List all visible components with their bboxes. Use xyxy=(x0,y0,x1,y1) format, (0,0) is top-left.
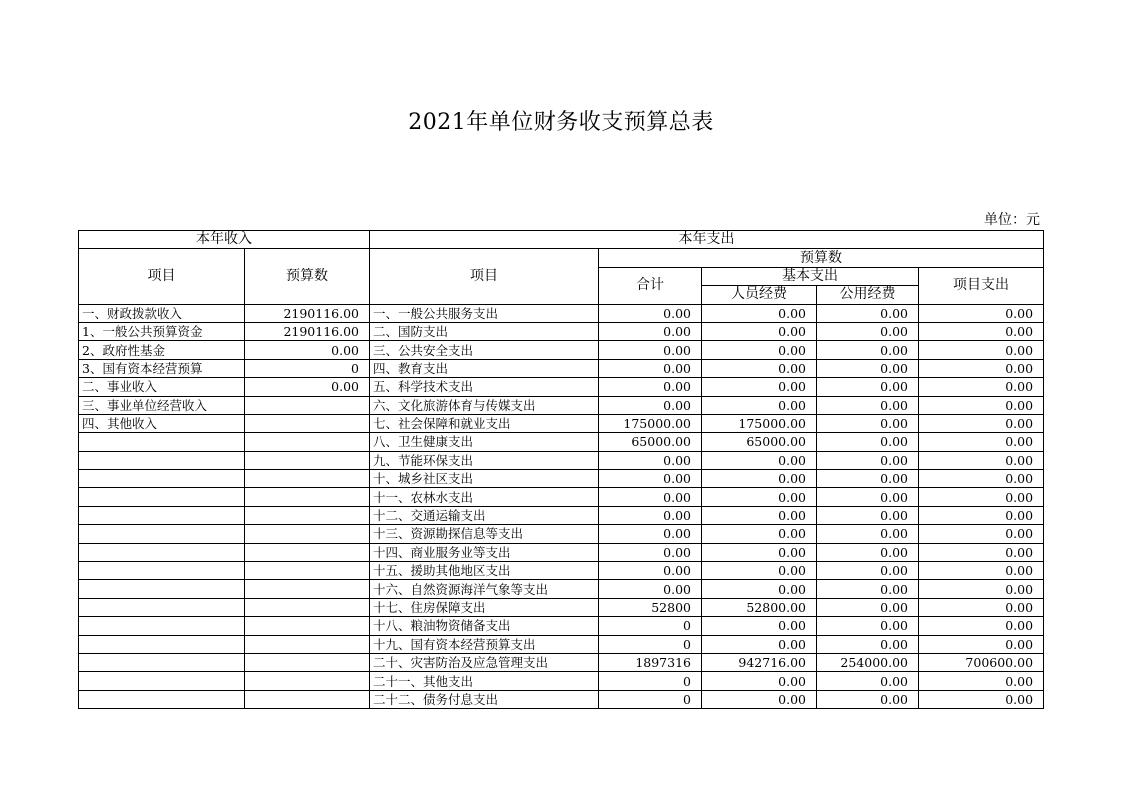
expense-item-cell: 三、公共安全支出 xyxy=(370,341,599,359)
table-row xyxy=(79,488,1044,506)
public-use-cell: 0.00 xyxy=(817,506,919,524)
income-item-cell xyxy=(79,672,245,690)
public-use-cell: 0.00 xyxy=(817,598,919,616)
income-amount-cell xyxy=(245,562,370,580)
public-use-cell: 0.00 xyxy=(817,304,919,322)
income-item-cell: 一、财政拨款收入 xyxy=(79,304,245,322)
income-item-cell xyxy=(79,433,245,451)
expense-item-cell: 五、科学技术支出 xyxy=(370,378,599,396)
project-expense-header: 项目支出 xyxy=(919,267,1044,304)
project-expense-cell: 0.00 xyxy=(919,672,1044,690)
unit-label: 单位：元 xyxy=(984,212,1040,228)
project-expense-cell: 0.00 xyxy=(919,322,1044,340)
table-row xyxy=(79,470,1044,488)
income-amount-cell: 0.00 xyxy=(245,341,370,359)
project-expense-cell: 0.00 xyxy=(919,543,1044,561)
project-expense-cell: 0.00 xyxy=(919,580,1044,598)
public-use-cell: 0.00 xyxy=(817,322,919,340)
total-cell: 0.00 xyxy=(599,451,702,469)
public-use-cell: 0.00 xyxy=(817,359,919,377)
personnel-cell: 0.00 xyxy=(702,488,817,506)
total-cell: 0.00 xyxy=(599,341,702,359)
expense-item-cell: 二十一、其他支出 xyxy=(370,672,599,690)
personnel-cell: 0.00 xyxy=(702,635,817,653)
table-row xyxy=(79,341,1044,359)
project-expense-cell: 0.00 xyxy=(919,488,1044,506)
expense-item-cell: 十、城乡社区支出 xyxy=(370,470,599,488)
expense-item-cell: 六、文化旅游体育与传媒支出 xyxy=(370,396,599,414)
table-row xyxy=(79,304,1044,322)
public-use-cell: 0.00 xyxy=(817,470,919,488)
expense-item-cell: 十一、农林水支出 xyxy=(370,488,599,506)
personnel-cell: 0.00 xyxy=(702,396,817,414)
expense-item-cell: 四、教育支出 xyxy=(370,359,599,377)
expense-item-cell: 十五、援助其他地区支出 xyxy=(370,562,599,580)
expense-item-header: 项目 xyxy=(370,249,599,304)
total-cell: 0 xyxy=(599,672,702,690)
total-cell: 0 xyxy=(599,690,702,708)
total-cell: 0.00 xyxy=(599,470,702,488)
total-header: 合计 xyxy=(599,267,702,304)
expense-item-cell: 七、社会保障和就业支出 xyxy=(370,414,599,432)
expense-item-cell: 十七、住房保障支出 xyxy=(370,598,599,616)
personnel-cell: 52800.00 xyxy=(702,598,817,616)
income-amount-cell xyxy=(245,635,370,653)
project-expense-cell: 0.00 xyxy=(919,617,1044,635)
public-use-cell: 0.00 xyxy=(817,488,919,506)
project-expense-cell: 0.00 xyxy=(919,635,1044,653)
total-cell: 0.00 xyxy=(599,562,702,580)
income-amount-cell xyxy=(245,506,370,524)
project-expense-cell: 0.00 xyxy=(919,396,1044,414)
public-use-cell: 0.00 xyxy=(817,672,919,690)
table-row xyxy=(79,543,1044,561)
income-amount-cell xyxy=(245,617,370,635)
total-cell: 0 xyxy=(599,617,702,635)
income-amount-cell: 0.00 xyxy=(245,378,370,396)
table-row xyxy=(79,378,1044,396)
table-row xyxy=(79,451,1044,469)
personnel-cell: 0.00 xyxy=(702,470,817,488)
income-amount-cell: 2190116.00 xyxy=(245,322,370,340)
table-row xyxy=(79,598,1044,616)
public-use-cell: 254000.00 xyxy=(817,653,919,671)
total-cell: 175000.00 xyxy=(599,414,702,432)
income-amount-cell: 0 xyxy=(245,359,370,377)
income-item-cell xyxy=(79,598,245,616)
expense-item-cell: 十四、商业服务业等支出 xyxy=(370,543,599,561)
public-use-cell: 0.00 xyxy=(817,341,919,359)
income-section-header: 本年收入 xyxy=(79,231,370,249)
project-expense-cell: 0.00 xyxy=(919,598,1044,616)
income-amount-cell xyxy=(245,580,370,598)
income-amount-cell xyxy=(245,598,370,616)
project-expense-cell: 0.00 xyxy=(919,341,1044,359)
personnel-cell: 0.00 xyxy=(702,672,817,690)
income-item-cell: 2、政府性基金 xyxy=(79,341,245,359)
income-item-cell xyxy=(79,543,245,561)
expense-item-cell: 一、一般公共服务支出 xyxy=(370,304,599,322)
income-item-cell xyxy=(79,525,245,543)
project-expense-cell: 0.00 xyxy=(919,414,1044,432)
expense-item-cell: 八、卫生健康支出 xyxy=(370,433,599,451)
personnel-cell: 0.00 xyxy=(702,525,817,543)
personnel-cell: 0.00 xyxy=(702,580,817,598)
total-cell: 1897316 xyxy=(599,653,702,671)
income-amount-cell xyxy=(245,543,370,561)
income-item-cell xyxy=(79,470,245,488)
expense-item-cell: 二十二、债务付息支出 xyxy=(370,690,599,708)
public-use-cell: 0.00 xyxy=(817,414,919,432)
income-amount-cell xyxy=(245,672,370,690)
project-expense-cell: 0.00 xyxy=(919,690,1044,708)
income-amount-cell xyxy=(245,488,370,506)
personnel-cell: 942716.00 xyxy=(702,653,817,671)
public-use-cell: 0.00 xyxy=(817,635,919,653)
table-row xyxy=(79,635,1044,653)
personnel-cell: 0.00 xyxy=(702,543,817,561)
personnel-cell: 0.00 xyxy=(702,451,817,469)
personnel-cell: 0.00 xyxy=(702,359,817,377)
table-row xyxy=(79,580,1044,598)
expense-item-cell: 十九、国有资本经营预算支出 xyxy=(370,635,599,653)
project-expense-cell: 0.00 xyxy=(919,359,1044,377)
personnel-cell: 0.00 xyxy=(702,322,817,340)
total-cell: 0.00 xyxy=(599,322,702,340)
page-title: 2021年单位财务收支预算总表 xyxy=(408,110,714,135)
public-use-cell: 0.00 xyxy=(817,580,919,598)
total-cell: 0.00 xyxy=(599,506,702,524)
table-row xyxy=(79,653,1044,671)
table-row xyxy=(79,396,1044,414)
project-expense-cell: 0.00 xyxy=(919,304,1044,322)
income-amount-cell xyxy=(245,690,370,708)
table-row xyxy=(79,672,1044,690)
income-amount-cell xyxy=(245,525,370,543)
project-expense-cell: 0.00 xyxy=(919,451,1044,469)
public-use-cell: 0.00 xyxy=(817,378,919,396)
project-expense-cell: 0.00 xyxy=(919,378,1044,396)
public-use-header: 公用经费 xyxy=(817,286,919,304)
total-cell: 0.00 xyxy=(599,304,702,322)
personnel-cell: 0.00 xyxy=(702,562,817,580)
income-amount-cell xyxy=(245,414,370,432)
total-cell: 0 xyxy=(599,635,702,653)
table-row xyxy=(79,359,1044,377)
total-cell: 65000.00 xyxy=(599,433,702,451)
income-item-cell xyxy=(79,690,245,708)
total-cell: 0.00 xyxy=(599,359,702,377)
income-amount-cell xyxy=(245,470,370,488)
expense-item-cell: 十八、粮油物资储备支出 xyxy=(370,617,599,635)
personnel-cell: 0.00 xyxy=(702,506,817,524)
personnel-cell: 0.00 xyxy=(702,304,817,322)
income-amount-cell xyxy=(245,451,370,469)
public-use-cell: 0.00 xyxy=(817,562,919,580)
table-row xyxy=(79,322,1044,340)
income-item-cell xyxy=(79,617,245,635)
budget-count-header: 预算数 xyxy=(599,249,1044,267)
project-expense-cell: 0.00 xyxy=(919,562,1044,580)
table-row xyxy=(79,433,1044,451)
expense-item-cell: 十三、资源勘探信息等支出 xyxy=(370,525,599,543)
expense-section-header: 本年支出 xyxy=(370,231,1044,249)
income-amount-cell xyxy=(245,653,370,671)
project-expense-cell: 700600.00 xyxy=(919,653,1044,671)
income-item-cell: 三、事业单位经营收入 xyxy=(79,396,245,414)
table-row xyxy=(79,525,1044,543)
income-item-cell: 3、国有资本经营预算 xyxy=(79,359,245,377)
income-item-cell xyxy=(79,506,245,524)
total-cell: 0.00 xyxy=(599,378,702,396)
personnel-cell: 0.00 xyxy=(702,341,817,359)
total-cell: 0.00 xyxy=(599,543,702,561)
basic-expense-header: 基本支出 xyxy=(702,267,919,285)
personnel-cell: 65000.00 xyxy=(702,433,817,451)
income-item-cell xyxy=(79,488,245,506)
table-row xyxy=(79,562,1044,580)
personnel-header: 人员经费 xyxy=(702,286,817,304)
public-use-cell: 0.00 xyxy=(817,525,919,543)
table-row xyxy=(79,617,1044,635)
personnel-cell: 0.00 xyxy=(702,378,817,396)
total-cell: 0.00 xyxy=(599,525,702,543)
expense-item-cell: 九、节能环保支出 xyxy=(370,451,599,469)
expense-item-cell: 二十、灾害防治及应急管理支出 xyxy=(370,653,599,671)
table-row xyxy=(79,690,1044,708)
income-budget-header: 预算数 xyxy=(245,249,370,304)
project-expense-cell: 0.00 xyxy=(919,433,1044,451)
budget-table xyxy=(78,230,1044,709)
income-item-cell xyxy=(79,580,245,598)
income-item-cell xyxy=(79,635,245,653)
total-cell: 0.00 xyxy=(599,580,702,598)
expense-item-cell: 二、国防支出 xyxy=(370,322,599,340)
income-amount-cell xyxy=(245,433,370,451)
personnel-cell: 0.00 xyxy=(702,617,817,635)
income-item-cell xyxy=(79,451,245,469)
expense-item-cell: 十六、自然资源海洋气象等支出 xyxy=(370,580,599,598)
total-cell: 0.00 xyxy=(599,396,702,414)
income-item-cell: 四、其他收入 xyxy=(79,414,245,432)
project-expense-cell: 0.00 xyxy=(919,525,1044,543)
public-use-cell: 0.00 xyxy=(817,543,919,561)
table-row xyxy=(79,414,1044,432)
income-item-cell xyxy=(79,562,245,580)
public-use-cell: 0.00 xyxy=(817,451,919,469)
public-use-cell: 0.00 xyxy=(817,690,919,708)
project-expense-cell: 0.00 xyxy=(919,506,1044,524)
income-amount-cell: 2190116.00 xyxy=(245,304,370,322)
total-cell: 52800 xyxy=(599,598,702,616)
total-cell: 0.00 xyxy=(599,488,702,506)
personnel-cell: 175000.00 xyxy=(702,414,817,432)
personnel-cell: 0.00 xyxy=(702,690,817,708)
expense-item-cell: 十二、交通运输支出 xyxy=(370,506,599,524)
public-use-cell: 0.00 xyxy=(817,396,919,414)
income-item-header: 项目 xyxy=(79,249,245,304)
public-use-cell: 0.00 xyxy=(817,433,919,451)
income-item-cell: 1、一般公共预算资金 xyxy=(79,322,245,340)
public-use-cell: 0.00 xyxy=(817,617,919,635)
income-amount-cell xyxy=(245,396,370,414)
project-expense-cell: 0.00 xyxy=(919,470,1044,488)
income-item-cell xyxy=(79,653,245,671)
table-row xyxy=(79,506,1044,524)
income-item-cell: 二、事业收入 xyxy=(79,378,245,396)
